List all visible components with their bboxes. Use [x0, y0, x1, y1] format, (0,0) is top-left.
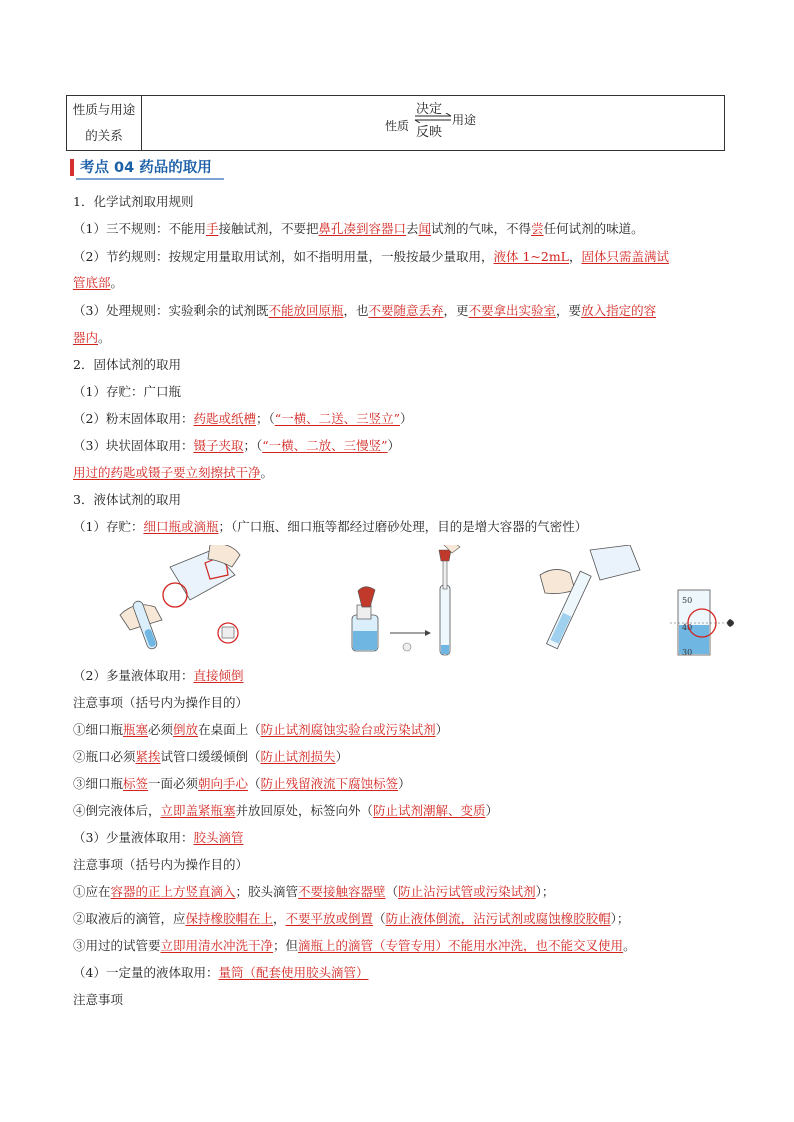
- line-18: ③细口瓶标签一面必须朝向手心（防止残留液流下腐蚀标签）: [73, 776, 411, 791]
- scale-30-label: 30: [682, 648, 693, 657]
- section-title-text: 考点 04 药品的取用: [80, 160, 212, 176]
- yongtu-text: 用途: [452, 113, 477, 127]
- line-25: （4）一定量的液体取用：量筒（配套使用胶头滴管）: [73, 965, 369, 980]
- line-23: ②取液后的滴管，应保持橡胶帽在上，不要平放或倒置（防止液体倒流，沾污试剂或腐蚀橡胶胶帽）；: [73, 911, 630, 926]
- line-17: ②瓶口必须紧挨试管口缓缓倾倒（防止试剂损失）: [73, 749, 349, 764]
- line-19: ④倒完液体后，立即盖紧瓶塞并放回原处，标签向外（防止试剂潮解、变质）: [73, 803, 499, 818]
- line-3: （2）节约规则：按规定用量取用试剂，如不指明用量，一般按最少量取用，液体 1~2mL，固体只需盖满试: [73, 249, 670, 264]
- line-22: ①应在容器的正上方竖直滴入；胶头滴管不要接触容器壁（防止沾污试管或污染试剂）；: [73, 884, 555, 899]
- line-11: 用过的药匙或镊子要立刻擦拭干净。: [73, 465, 274, 480]
- line-5: （3）处理规则：实验剩余的试剂既不能放回原瓶，也不要随意丢弃，更不要拿出实验室，要放入指定的容: [73, 303, 657, 318]
- line-7: 2．固体试剂的取用: [73, 357, 181, 372]
- eye-icon: [727, 619, 734, 627]
- fanying-text: 反映: [416, 125, 443, 140]
- line-20: （3）少量液体取用：胶头滴管: [73, 830, 244, 845]
- relation-label-cell: [67, 96, 142, 151]
- liquid-handling-figures: [100, 545, 760, 660]
- measuring-cylinder-illustration: [540, 545, 734, 657]
- line-12: 3．液体试剂的取用: [73, 492, 181, 507]
- line-9: （2）粉末固体取用：药匙或纸槽；（“一横、二送、三竖立”）: [73, 411, 413, 426]
- line-1: 1．化学试剂取用规则: [73, 194, 194, 209]
- line-15: 注意事项（括号内为操作目的）: [73, 695, 249, 710]
- scale-50-label: 50: [682, 596, 693, 605]
- relation-label-line2: 的关系: [85, 128, 123, 143]
- line-6: 器内。: [73, 330, 111, 345]
- relation-label-line1: 性质与用途: [72, 102, 136, 117]
- line-13: （1）存贮：细口瓶或滴瓶；（广口瓶、细口瓶等都经过磨砂处理，目的是增大容器的气密性）: [73, 519, 588, 534]
- line-16: ①细口瓶瓶塞必须倒放在桌面上（防止试剂腐蚀实验台或污染试剂）: [73, 722, 449, 737]
- line-26: 注意事项: [73, 992, 124, 1007]
- line-4: 管底部。: [73, 275, 124, 290]
- line-24: ③用过的试管要立即用清水冲洗干净；但滴瓶上的滴管（专管专用）不能用水冲洗，也不能交叉使用。: [73, 938, 636, 953]
- line-2: （1）三不规则：不能用手接触试剂，不要把鼻孔凑到容器口去闻试剂的气味，不得尝任何试剂的味道。: [73, 221, 644, 236]
- xingzhi-text: 性质: [385, 119, 410, 133]
- line-8: （1）存贮：广口瓶: [73, 384, 181, 399]
- pouring-illustration: [120, 545, 240, 650]
- section-title-underline: [76, 178, 224, 180]
- line-14: （2）多量液体取用：直接倾倒: [73, 668, 244, 683]
- double-arrow-icon: [413, 113, 453, 123]
- section-title-bar: [70, 159, 74, 176]
- dropper-illustration: [352, 545, 460, 655]
- jueding-text: 决定: [416, 102, 443, 117]
- line-10: （3）块状固体取用：镊子夹取；（“一横、二放、三慢竖”）: [73, 438, 401, 453]
- scale-40-label: 40: [682, 623, 693, 632]
- line-21: 注意事项（括号内为操作目的）: [73, 857, 249, 872]
